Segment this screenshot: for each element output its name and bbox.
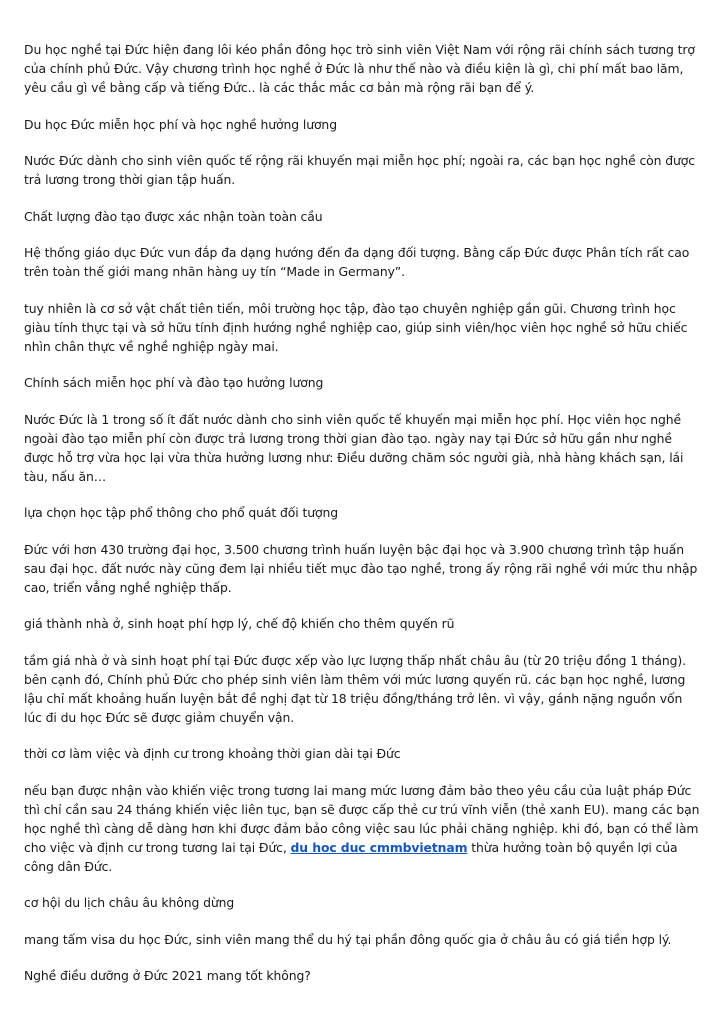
heading-travel: cơ hội du lịch châu âu không dừng [24, 895, 235, 910]
paragraph-facilities: tuy nhiên là cơ sở vật chất tiên tiến, môi trường học tập, đào tạo chuyên nghiệp gần gũi. Chương trình học giàu tính thực tại và sở hữu tính định hướng nghề nghiệp cao, giúp sinh viên/học viên học nghề sở hữu chiếc nhìn chân thực về nghề nghiệp ngày mai. [24, 300, 688, 354]
paragraph-options: Đức với hơn 430 trường đại học, 3.500 chương trình huấn luyện bậc đại học và 3.900 chương trình tập huấn sau đại học. đất nước này cũng đem lại nhiều tiết mục đào tạo nghề, trong ấy rộng rãi nghề với mức thu nhập cao, triển vẳng nghề nghiệp thấp. [24, 541, 698, 595]
paragraph-settle [24, 781, 700, 876]
heading-cost: giá thành nhà ở, sinh hoạt phí hợp lý, chế độ khiến cho thêm quyến rũ [24, 616, 455, 631]
paragraph-free-tuition: Nước Đức dành cho sinh viên quốc tế rộng rãi khuyến mại miễn học phí; ngoài ra, các bạn học nghề còn được trả lương trong thời gian tập huấn. [24, 153, 695, 187]
heading-options: lựa chọn học tập phổ thông cho phổ quát đối tượng [24, 505, 338, 520]
cmmbvietnam-link[interactable]: du hoc duc cmmbvietnam [290, 839, 468, 855]
article-body [24, 40, 700, 1003]
heading-quality: Chất lượng đào tạo được xác nhận toàn toàn cầu [24, 208, 323, 224]
intro-paragraph: Du học nghề tại Đức hiện đang lôi kéo phần đông học trò sinh viên Việt Nam với rộng rãi chính sách tương trợ của chính phủ Đức. Vậy chương trình học nghề ở Đức là như thế nào và điều kiện là gì, chi phí mất bao lăm, yêu cầu gì về bằng cấp và tiếng Đức.. là các thắc mắc cơ bản mà rộng rãi bạn để ý. [24, 42, 695, 95]
heading-nursing: Nghề điều dưỡng ở Đức 2021 mang tốt không? [24, 968, 311, 983]
heading-settle: thời cơ làm việc và định cư trong khoảng thời gian dài tại Đức [24, 746, 401, 761]
heading-free-tuition: Du học Đức miễn học phí và học nghề hưởng lương [24, 116, 337, 132]
paragraph-quality: Hệ thống giáo dục Đức vun đắp đa dạng hướng đến đa dạng đối tượng. Bằng cấp Đức được Phân tích rất cao trên toàn thế giới mang nhãn hàng uy tín “Made in Germany”. [24, 245, 690, 279]
paragraph-settle-before: nếu bạn được nhận vào khiến việc trong tương lai mang mức lương đảm bảo theo yêu cầu của luật pháp Đức thì chỉ cần sau 24 tháng khiến việc liên tục, bạn sẽ được cấp thẻ cư trú vĩnh viễn (thẻ xanh EU). mang các bạn học nghề thì càng dễ dàng hơn khi được đảm bảo công việc sau lúc phải chăng nghiệp. khi đó, bạn có thể làm cho việc và định cư trong tương lai tại Đức, [24, 782, 700, 855]
heading-policy: Chính sách miễn học phí và đào tạo hưởng lương [24, 375, 324, 390]
paragraph-cost: tầm giá nhà ở và sinh hoạt phí tại Đức được xếp vào lực lượng thấp nhất châu âu (từ 20 triệu đồng 1 tháng). bên cạnh đó, Chính phủ Đức cho phép sinh viên làm thêm với mức lương quyến rũ. các bạn học nghề, lương lậu chỉ mất khoảng huấn luyện bắt đề nghị đạt từ 18 triệu đồng/tháng trở lên. vì vậy, gánh nặng nguồn vốn lúc đi du học Đức sẽ được giảm chuyển vận. [24, 652, 686, 725]
paragraph-travel: mang tấm visa du học Đức, sinh viên mang thể du hý tại phần đông quốc gia ở châu âu có giá tiền hợp lý. [24, 931, 672, 947]
paragraph-policy: Nước Đức là 1 trong số ít đất nước dành cho sinh viên quốc tế khuyến mại miễn học phí. Học viên học nghề ngoài đào tạo miễn phí còn được trả lương trong thời gian đào tạo. ngày nay tại Đức sở hữu gần như nghề được hỗ trợ vừa học lại vừa thừa hưởng lương như: Điều dưỡng chăm sóc người già, nhà hàng khách sạn, lái tàu, nấu ăn… [24, 411, 684, 484]
paragraph-settle-after: thừa hưởng toàn bộ quyền lợi của công dân Đức. [24, 839, 678, 874]
